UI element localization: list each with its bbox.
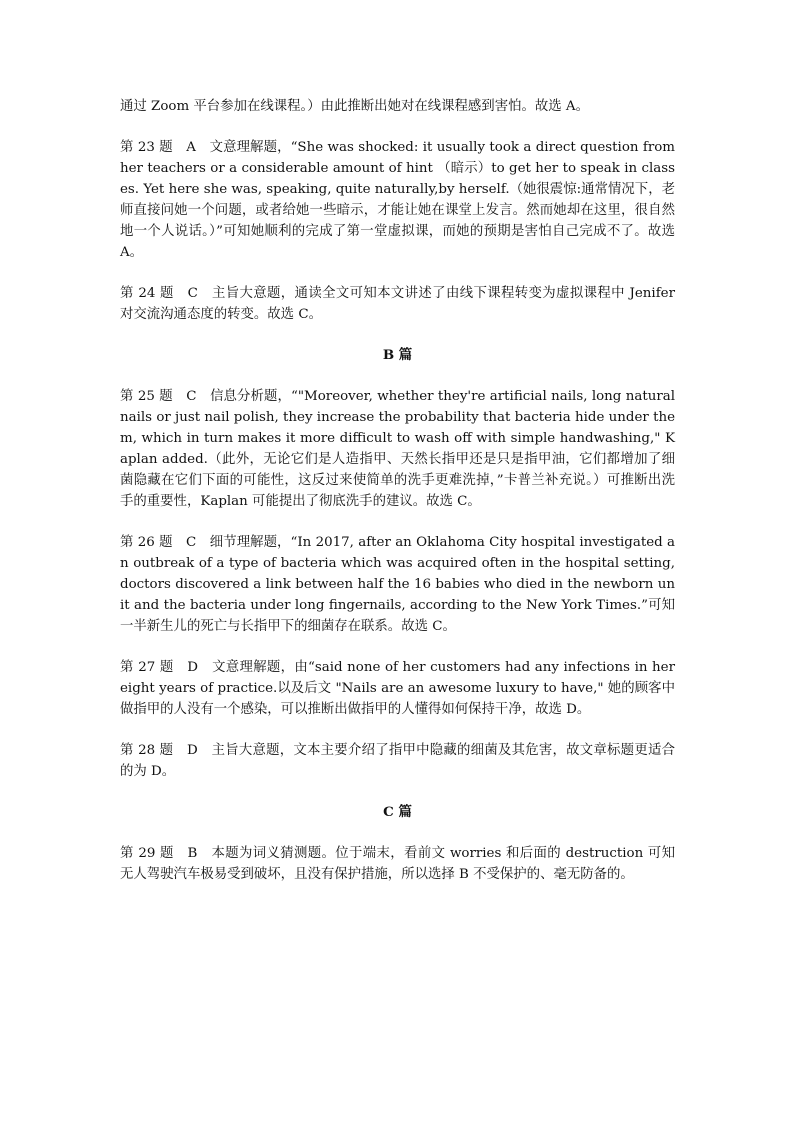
answer-paragraph-22-end: 通过 Zoom 平台参加在线课程。）由此推断出她对在线课程感到害怕。故选 A。 <box>120 99 589 114</box>
answer-paragraph-24: 第 24 题 C 主旨大意题，通读全文可知本文讲述了由线下课程转变为虚拟课程中 Jenifer 对交流沟通态度的转变。故选 C。 <box>120 286 675 322</box>
document-page <box>120 96 675 905</box>
answer-paragraph-23: 第 23 题 A 文意理解题，“She was shocked: it usually took a direct question from her teachers or a considerable amount of hint （暗示）to get her to speak in classes. Yet here she was, speaking, quite naturally,by herself.（她很震惊:通常情况下，老师直接问她一个问题，或者给她一些暗示，才能让她在课堂上发言。然而她却在这里，很自然地一个人说话。）”可知她顺利的完成了第一堂虚拟课，而她的预期是害怕自己完成不了。故选 A。 <box>120 140 675 260</box>
section-c-heading: C 篇 <box>383 804 412 820</box>
answer-paragraph-27: 第 27 题 D 文意理解题，由“said none of her customers had any infections in her eight years of practice.以及后文 "Nails are an awesome luxury to have," 她的顾客中做指甲的人没有一个感染，可以推断出做指甲的人懂得如何保持干净，故选 D。 <box>120 660 675 717</box>
answer-paragraph-29: 第 29 题 B 本题为词义猜测题。位于端末，看前文 worries 和后面的 destruction 可知无人驾驶汽车极易受到破坏，且没有保护措施，所以选择 B 不受保护的、毫无防备的。 <box>120 846 675 882</box>
answer-paragraph-26: 第 26 题 C 细节理解题，“In 2017, after an Oklahoma City hospital investigated an outbreak of a type of bacteria which was acquired often in the hospital setting, doctors discovered a link between half the 16 babies who died in the newborn unit and the bacteria under long fingernails, according to the New York Times.”可知一半新生儿的死亡与长指甲下的细菌存在联系。故选 C。 <box>120 535 675 634</box>
answer-paragraph-28: 第 28 题 D 主旨大意题，文本主要介绍了指甲中隐藏的细菌及其危害，故文章标题更适合的为 D。 <box>120 743 675 779</box>
section-b-heading: B 篇 <box>382 347 413 363</box>
answer-paragraph-25: 第 25 题 C 信息分析题，“"Moreover, whether they're artificial nails, long natural nails or just nail polish, they increase the probability that bacteria hide under them, which in turn makes it more difficult to wash off with simple handwashing," Kaplan added.（此外，无论它们是人造指甲、天然长指甲还是只是指甲油，它们都增加了细菌隐藏在它们下面的可能性，这反过来使简单的洗手更难洗掉，”卡普兰补充说。）可推断出洗手的重要性，Kaplan 可能提出了彻底洗手的建议。故选 C。 <box>120 389 675 509</box>
